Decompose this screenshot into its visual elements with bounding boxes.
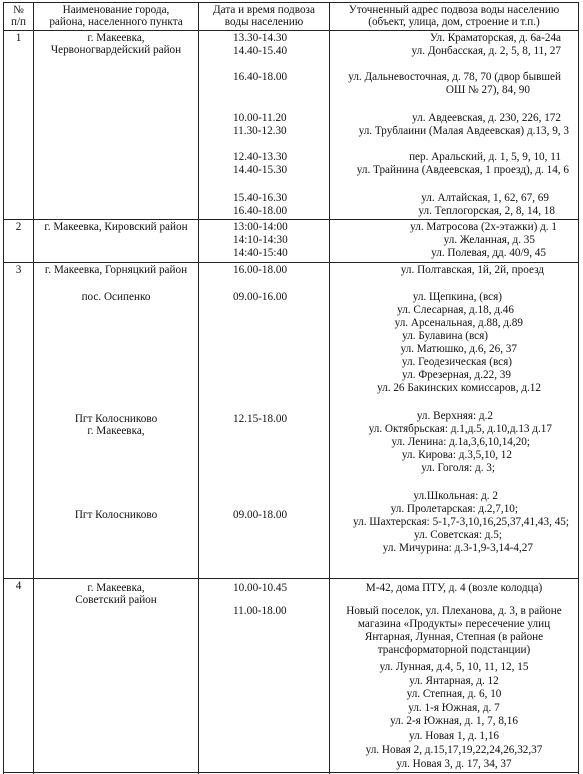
delivery-time: 10.00-10.45 bbox=[233, 582, 288, 594]
delivery-address: ул. Шахтерская: 5-1,7-3,10,16,25,37,41,43, 45; bbox=[353, 516, 569, 528]
place-name: г. Макеевка, Советский район bbox=[75, 582, 157, 607]
delivery-time: 11.00-18.00 bbox=[233, 605, 287, 617]
header-number: № п/п bbox=[10, 4, 27, 29]
delivery-address: трансформаторной подстанции) bbox=[377, 644, 531, 656]
delivery-address: ул. 1-я Южная, д. 7 bbox=[408, 702, 500, 714]
delivery-address: ул. Алтайская, 1, 62, 67, 69 bbox=[421, 192, 549, 204]
delivery-address: ОШ № 27), 84, 90 bbox=[445, 84, 530, 96]
delivery-address: ул. Новая 1, д. 1,16 bbox=[408, 730, 500, 742]
delivery-address: ул. Фрезерная, д.22, 39 bbox=[402, 369, 511, 381]
delivery-address: магазина «Продукты» пересечение улиц bbox=[357, 618, 551, 630]
delivery-address: ул. Трублаини (Малая Авдеевская) д.13, 9, 3 bbox=[358, 125, 569, 137]
delivery-time: 10.00-11.20 bbox=[233, 112, 287, 124]
header-time: Дата и время подвоза воды населению bbox=[213, 4, 315, 29]
delivery-time: 09.00-18.00 bbox=[233, 509, 288, 521]
delivery-time: 16.00-18.00 bbox=[233, 264, 288, 276]
delivery-address: ул. Янтарная, д. 12 bbox=[409, 675, 499, 687]
place-name: Пгт Колосниково г. Макеевка, bbox=[74, 413, 158, 438]
delivery-address: ул. Гоголя: д. 3; bbox=[421, 462, 495, 474]
delivery-time: 12.40-13.30 bbox=[233, 151, 288, 163]
delivery-address: пер. Аральский, д. 1, 5, 9, 10, 11 bbox=[409, 151, 561, 163]
delivery-address: Новый поселок, ул. Плеханова, д. 3, в районе bbox=[346, 605, 562, 617]
delivery-address: ул. Теплогорская, 2, 8, 14, 18 bbox=[418, 205, 555, 217]
delivery-address: ул. Кирова: д.3,5,10, 12 bbox=[401, 449, 512, 461]
delivery-address: ул. Арсенальная, д.88, д.89 bbox=[394, 317, 523, 329]
delivery-address: Ул. Краматорская, д. 6а-24а bbox=[429, 32, 561, 44]
delivery-address: ул. Новая 2, д.15,17,19,22,24,26,32,37 bbox=[365, 744, 543, 756]
header-place: Наименование города, района, населенного пункта bbox=[49, 4, 183, 29]
row-divider bbox=[3, 578, 579, 579]
delivery-address: ул. Октябрьская: д.1,д.5, д.10,д.13 д.17 bbox=[368, 423, 552, 435]
delivery-address: ул. Трайнина (Авдеевская, 1 проезд), д. 14, 6 bbox=[356, 164, 569, 176]
delivery-address: М-42, дома ПТУ, д. 4 (возле колодца) bbox=[365, 582, 543, 594]
delivery-address: ул. Донбасская, д. 2, 5, 8, 11, 27 bbox=[411, 45, 561, 57]
place-name: пос. Осипенко bbox=[81, 291, 151, 303]
delivery-time: 15.40-16.30 bbox=[233, 192, 288, 204]
delivery-address: ул. Пролетарская: д.2,7,10; bbox=[390, 503, 518, 515]
place-name: Пгт Колосниково bbox=[74, 509, 158, 521]
delivery-time: 12.15-18.00 bbox=[233, 413, 288, 425]
delivery-address: ул. Верхняя: д.2 bbox=[416, 410, 493, 422]
delivery-address: ул. Степная, д. 6, 10 bbox=[406, 688, 502, 700]
column-divider bbox=[198, 2, 199, 774]
row-number: 1 bbox=[15, 32, 22, 44]
row-number: 2 bbox=[15, 221, 22, 233]
header-divider bbox=[3, 30, 579, 31]
delivery-address: ул. Щепкина, (вся) bbox=[412, 291, 502, 303]
place-name: г. Макеевка, Кировский район bbox=[44, 221, 188, 233]
delivery-address: ул. Ленина: д.1а,3,6,10,14,20; bbox=[391, 436, 530, 448]
header-address: Уточненный адрес подвоза воды населению (объект, улица, дом, строение и т.п.) bbox=[348, 4, 560, 29]
table-border-top bbox=[3, 2, 579, 3]
delivery-time: 09.00-16.00 bbox=[233, 291, 288, 303]
delivery-address: ул. Желанная, д. 35 bbox=[443, 234, 535, 246]
delivery-address: ул. 26 Бакинских комиссаров, д.12 bbox=[377, 382, 541, 394]
delivery-address: Янтарная, Лунная, Степная (в районе bbox=[364, 631, 544, 643]
row-divider bbox=[3, 262, 579, 263]
delivery-time: 11.30-12.30 bbox=[233, 125, 287, 137]
delivery-time: 13:00-14:00 bbox=[233, 221, 288, 233]
delivery-time: 14.40-15.40 bbox=[233, 45, 288, 57]
delivery-address: ул. Слесарная, д.18, д.46 bbox=[397, 304, 514, 316]
delivery-address: ул. Булавина (вся) bbox=[402, 330, 488, 342]
delivery-address: ул. Полтавская, 1й, 2й, проезд bbox=[400, 264, 544, 276]
delivery-address: ул. Лунная, д.4, 5, 10, 11, 12, 15 bbox=[379, 661, 529, 673]
table-border-right bbox=[578, 2, 579, 774]
place-name: г. Макеевка, Червоногвардейский район bbox=[50, 32, 182, 57]
delivery-address: ул. Авдеевская, д. 230, 226, 172 bbox=[412, 112, 561, 124]
row-number: 3 bbox=[15, 264, 22, 276]
delivery-address: ул.Школьная: д. 2 bbox=[413, 490, 498, 502]
delivery-address: ул. Геодезическая (вся) bbox=[401, 356, 512, 368]
row-divider bbox=[3, 219, 579, 220]
delivery-time: 14:40-15:40 bbox=[233, 247, 288, 259]
delivery-time: 16.40-18.00 bbox=[233, 205, 288, 217]
delivery-time: 13.30-14.30 bbox=[233, 32, 288, 44]
delivery-time: 14:10-14:30 bbox=[233, 234, 288, 246]
table-border-left bbox=[3, 2, 4, 774]
delivery-address: ул. Дальневосточная, д. 78, 70 (двор бывшей bbox=[348, 71, 561, 83]
delivery-address: ул. 2-я Южная, д. 1, 7, 8,16 bbox=[390, 715, 518, 727]
delivery-address: ул. Полевая, дд. 40/9, 45 bbox=[431, 247, 546, 259]
place-name: г. Макеевка, Горняцкий район bbox=[44, 264, 188, 276]
delivery-address: ул. Новая 3, д. 17, 34, 37 bbox=[396, 758, 512, 770]
delivery-address: ул. Матюшко, д.6, 26, 37 bbox=[400, 343, 517, 355]
table-border-bottom bbox=[3, 772, 579, 773]
column-divider bbox=[33, 2, 34, 774]
delivery-time: 16.40-18.00 bbox=[233, 71, 288, 83]
row-number: 4 bbox=[15, 580, 22, 592]
delivery-address: ул. Советская: д.5; bbox=[414, 529, 502, 541]
delivery-address: ул. Мичурина: д.3-1,9-3,14-4,27 bbox=[382, 542, 533, 554]
delivery-address: ул. Матросова (2х-этажки) д. 1 bbox=[410, 221, 557, 233]
delivery-time: 14.40-15.30 bbox=[233, 164, 288, 176]
